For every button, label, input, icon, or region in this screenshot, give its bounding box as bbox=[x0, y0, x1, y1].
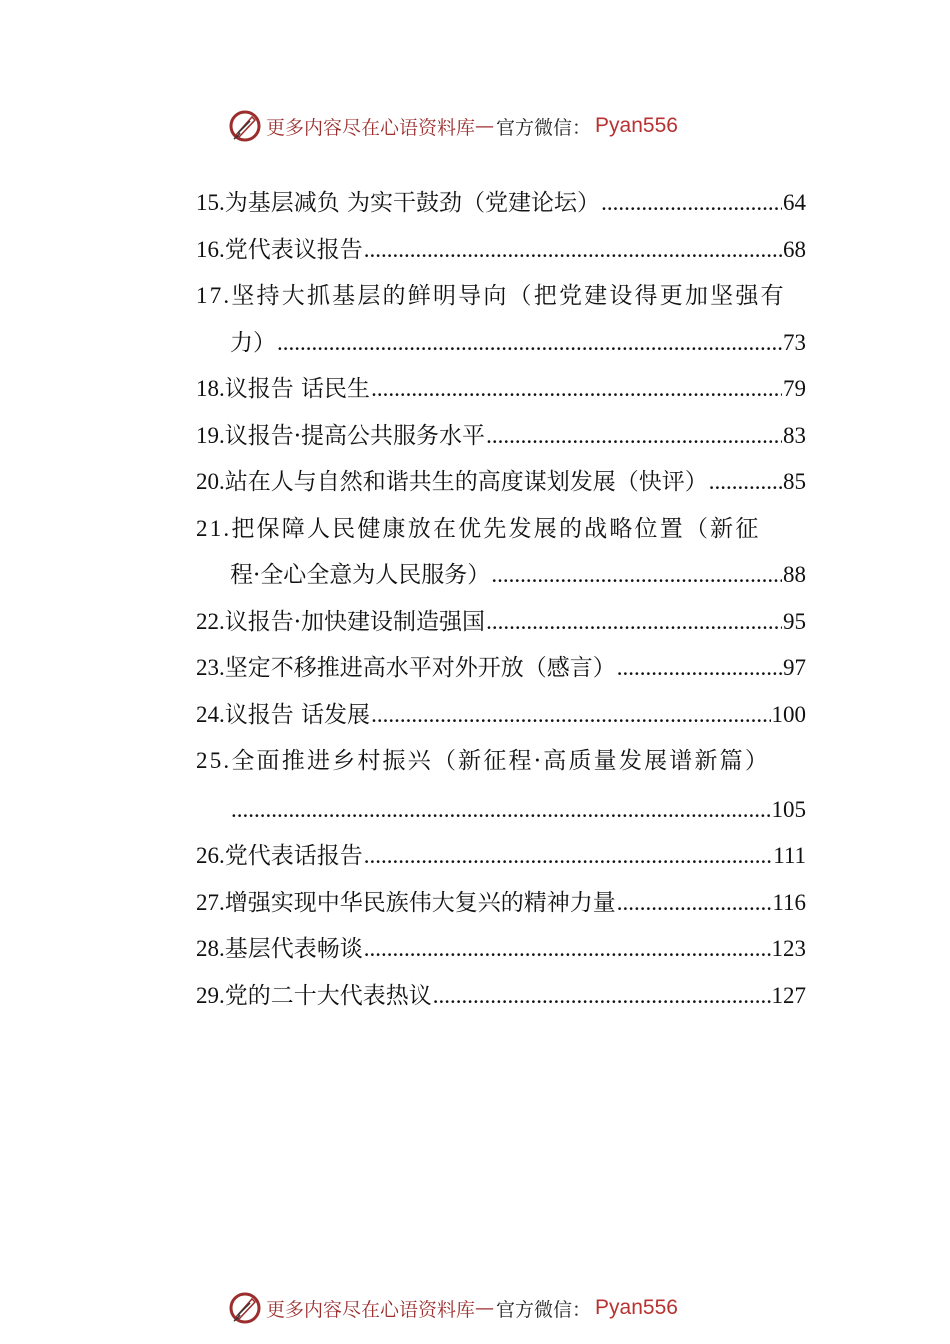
toc-page: 79 bbox=[783, 376, 806, 401]
toc-number: 17. bbox=[196, 283, 232, 308]
toc-number: 18. bbox=[196, 376, 225, 401]
toc-leader bbox=[617, 880, 772, 927]
banner-separator: — bbox=[475, 1297, 495, 1319]
toc-leader bbox=[371, 366, 782, 413]
toc-entry-23[interactable] bbox=[196, 645, 806, 692]
toc-leader bbox=[364, 227, 782, 274]
toc-page: 64 bbox=[783, 190, 806, 215]
toc-number: 21. bbox=[196, 515, 232, 541]
header-banner bbox=[228, 107, 678, 145]
toc-page: 85 bbox=[783, 469, 806, 494]
toc-page: 111 bbox=[773, 843, 806, 868]
toc-page: 127 bbox=[771, 982, 806, 1008]
toc-leader bbox=[364, 833, 772, 880]
toc-entry-24[interactable] bbox=[196, 692, 806, 739]
toc-title: 议报告 话民生 bbox=[224, 376, 371, 402]
toc-page: 116 bbox=[772, 889, 806, 915]
toc-title: 坚定不移推进高水平对外开放（感言） bbox=[224, 655, 616, 681]
toc-entry-29[interactable] bbox=[196, 973, 806, 1020]
toc-title-line1: 全面推进乡村振兴（新征程·高质量发展谱新篇） bbox=[231, 748, 771, 774]
toc-entry-25[interactable] bbox=[196, 738, 806, 833]
banner-wechat-id: Pyan556 bbox=[595, 1296, 678, 1319]
toc-title-line2: 力） bbox=[230, 329, 276, 356]
toc-leader bbox=[433, 973, 771, 1020]
toc-leader bbox=[486, 599, 782, 646]
toc-page: 123 bbox=[771, 936, 806, 961]
footer-banner bbox=[228, 1289, 678, 1327]
toc-page: 88 bbox=[783, 562, 806, 587]
toc-entry-17[interactable] bbox=[196, 273, 806, 366]
toc-number: 26. bbox=[196, 843, 225, 868]
toc-entry-22[interactable] bbox=[196, 599, 806, 646]
toc-title: 党代表议报告 bbox=[224, 236, 363, 263]
banner-wechat-label: 官方微信： bbox=[496, 116, 592, 139]
toc-leader bbox=[231, 787, 771, 834]
toc-entry-16[interactable] bbox=[196, 227, 806, 274]
toc-entry-18[interactable] bbox=[196, 366, 806, 413]
toc-entry-27[interactable] bbox=[196, 880, 806, 927]
toc-page: 68 bbox=[783, 236, 806, 262]
toc-leader bbox=[364, 926, 771, 973]
banner-wechat-label: 官方微信： bbox=[496, 1298, 592, 1321]
toc-entry-21[interactable] bbox=[196, 506, 806, 599]
toc-number: 22. bbox=[196, 608, 225, 634]
toc-leader bbox=[486, 413, 782, 460]
toc-title-line1: 把保障人民健康放在优先发展的战略位置（新征 bbox=[231, 515, 761, 542]
toc-number: 23. bbox=[196, 655, 225, 680]
quill-logo-icon bbox=[228, 1291, 262, 1325]
toc-title-line1: 坚持大抓基层的鲜明导向（把党建设得更加坚强有 bbox=[231, 283, 786, 309]
toc-leader bbox=[277, 320, 782, 367]
toc-leader bbox=[617, 645, 782, 692]
toc-page: 100 bbox=[771, 701, 806, 727]
toc-title: 党的二十大代表热议 bbox=[224, 982, 432, 1009]
toc-page: 83 bbox=[783, 422, 806, 448]
toc-entry-19[interactable] bbox=[196, 413, 806, 460]
toc-title-line2: 程·全心全意为人民服务） bbox=[230, 562, 491, 588]
toc-entry-28[interactable] bbox=[196, 926, 806, 973]
toc-page: 95 bbox=[783, 608, 806, 634]
toc-entry-20[interactable] bbox=[196, 459, 806, 506]
toc-number: 24. bbox=[196, 701, 225, 727]
toc-title: 党代表话报告 bbox=[224, 843, 363, 869]
toc-number: 27. bbox=[196, 889, 225, 915]
banner-separator: — bbox=[475, 115, 495, 137]
toc-leader bbox=[601, 180, 782, 227]
toc-number: 29. bbox=[196, 982, 225, 1008]
toc-leader bbox=[709, 459, 782, 506]
toc-number: 19. bbox=[196, 422, 225, 448]
quill-logo-icon bbox=[228, 109, 262, 143]
toc-number: 28. bbox=[196, 936, 225, 961]
toc-title: 为基层减负 为实干鼓劲（党建论坛） bbox=[224, 190, 601, 216]
table-of-contents bbox=[196, 180, 806, 1019]
toc-title: 议报告·加快建设制造强国 bbox=[224, 608, 486, 635]
toc-title: 增强实现中华民族伟大复兴的精神力量 bbox=[224, 889, 616, 916]
toc-page: 97 bbox=[783, 655, 806, 680]
toc-entry-15[interactable] bbox=[196, 180, 806, 227]
toc-leader bbox=[371, 692, 770, 739]
toc-entry-26[interactable] bbox=[196, 833, 806, 880]
toc-number: 20. bbox=[196, 469, 225, 494]
toc-title: 议报告 话发展 bbox=[224, 701, 371, 728]
toc-title: 站在人与自然和谐共生的高度谋划发展（快评） bbox=[224, 469, 708, 495]
toc-leader bbox=[491, 552, 782, 599]
toc-number: 15. bbox=[196, 190, 225, 215]
banner-text: 更多内容尽在心语资料库 bbox=[266, 116, 476, 139]
toc-page: 105 bbox=[771, 796, 806, 822]
toc-title: 议报告·提高公共服务水平 bbox=[224, 422, 486, 449]
banner-wechat-id: Pyan556 bbox=[595, 114, 678, 137]
toc-number: 16. bbox=[196, 236, 225, 262]
toc-number: 25. bbox=[196, 748, 232, 773]
banner-text: 更多内容尽在心语资料库 bbox=[266, 1298, 476, 1321]
toc-page: 73 bbox=[783, 329, 806, 355]
toc-title: 基层代表畅谈 bbox=[224, 936, 363, 962]
